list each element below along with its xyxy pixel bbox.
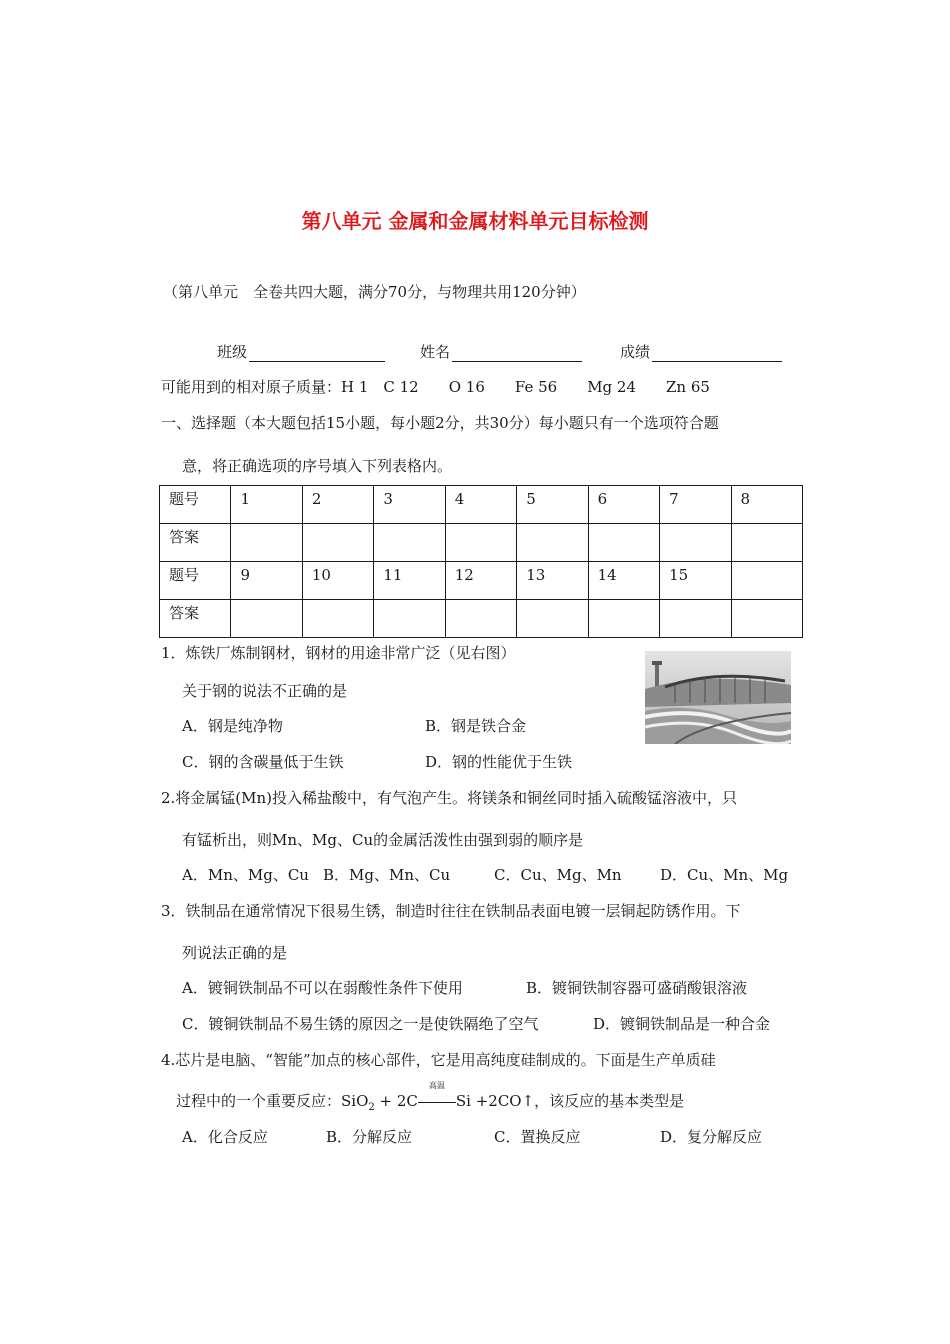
answer-cell[interactable] [731,524,803,562]
q1-stem-2: 关于钢的说法不正确的是 [182,682,348,700]
q2-stem-2: 有锰析出，则Mn、Mg、Cu的金属活泼性由强到弱的顺序是 [182,831,584,849]
table-cell: 题号 [160,486,231,524]
section1-heading: 一、选择题（本大题包括15小题，每小题2分，共30分）每小题只有一个选项符合题 [161,414,719,432]
steel-structure-photo [645,651,791,744]
q2-option-a: A．Mn、Mg、Cu [182,866,309,884]
q2-option-c: C．Cu、Mg、Mn [494,866,622,884]
table-row [160,600,803,638]
answer-cell[interactable] [231,600,302,638]
table-cell: 1 [231,486,302,524]
answer-cell[interactable] [517,600,588,638]
answer-cell[interactable] [731,600,803,638]
q3-option-a: A．镀铜铁制品不可以在弱酸性条件下使用 [182,979,463,997]
q4-option-b: B．分解反应 [326,1128,413,1146]
q4-equation-mid: + 2C [374,1092,418,1110]
q1-stem: 1．炼铁厂炼制钢材，钢材的用途非常广泛（见右图） [161,644,516,662]
answer-cell[interactable] [588,600,659,638]
table-cell: 13 [517,562,588,600]
table-cell: 5 [517,486,588,524]
answer-cell[interactable] [445,524,516,562]
q3-stem: 3．铁制品在通常情况下很易生锈，制造时往往在铁制品表面电镀一层铜起防锈作用。下 [161,902,741,920]
q4-option-c: C．置换反应 [494,1128,581,1146]
table-cell: 4 [445,486,516,524]
table-cell: 题号 [160,562,231,600]
class-blank[interactable] [249,345,385,362]
atomic-masses: 可能用到的相对原子质量：H 1 C 12 O 16 Fe 56 Mg 24 Zn 65 [161,378,710,396]
answer-cell[interactable] [302,600,373,638]
score-blank[interactable] [652,345,782,362]
q4-equation-pre: 过程中的一个重要反应：SiO [176,1092,369,1110]
answer-cell[interactable] [445,600,516,638]
answer-cell[interactable] [588,524,659,562]
name-blank[interactable] [452,345,582,362]
score-label: 成绩 [620,343,651,361]
q1-option-d: D．钢的性能优于生铁 [425,753,573,771]
table-cell: 7 [660,486,731,524]
table-cell: 2 [302,486,373,524]
q2-stem: 2.将金属锰(Mn)投入稀盐酸中，有气泡产生。将镁条和铜丝同时插入硫酸锰溶液中，只 [161,789,738,807]
q3-option-d: D．镀铜铁制品是一种合金 [593,1015,771,1033]
table-cell: 15 [660,562,731,600]
answer-cell[interactable] [231,524,302,562]
q1-option-b: B．钢是铁合金 [425,717,527,735]
answer-cell[interactable] [660,524,731,562]
q4-stem-2 [176,1081,685,1113]
table-cell: 9 [231,562,302,600]
answer-cell[interactable] [374,524,445,562]
q1-option-a: A．钢是纯净物 [182,717,283,735]
q3-stem-2: 列说法正确的是 [182,944,288,962]
table-cell [731,562,803,600]
exam-subtitle: （第八单元 全卷共四大题，满分70分，与物理共用120分钟） [163,283,586,301]
table-cell: 11 [374,562,445,600]
answer-cell[interactable] [660,600,731,638]
q4-stem: 4.芯片是电脑、“智能”加点的核心部件，它是用高纯度硅制成的。下面是生产单质硅 [161,1051,716,1069]
reaction-arrow [418,1081,456,1110]
q1-option-c: C．钢的含碳量低于生铁 [182,753,344,771]
page-title: 第八单元 金属和金属材料单元目标检测 [301,209,649,233]
name-label: 姓名 [420,343,451,361]
answer-cell[interactable] [302,524,373,562]
q4-equation-post: Si +2CO↑，该反应的基本类型是 [455,1092,685,1110]
q3-option-c: C．镀铜铁制品不易生锈的原因之一是使铁隔绝了空气 [182,1015,539,1033]
class-field [217,341,385,362]
q4-option-d: D．复分解反应 [660,1128,763,1146]
q4-subscript: 2 [368,1102,375,1113]
table-row [160,486,803,524]
table-row [160,524,803,562]
answer-cell[interactable] [517,524,588,562]
score-field [620,341,782,362]
table-cell: 10 [302,562,373,600]
table-cell: 3 [374,486,445,524]
table-cell: 8 [731,486,803,524]
q2-option-b: B．Mg、Mn、Cu [323,866,451,884]
q2-option-d: D．Cu、Mn、Mg [660,866,789,884]
name-field [420,341,582,362]
section1-heading-cont: 意，将正确选项的序号填入下列表格内。 [182,457,453,475]
table-cell: 答案 [160,524,231,562]
steel-structure-illustration [645,651,791,744]
answer-cell[interactable] [374,600,445,638]
q4-option-a: A．化合反应 [182,1128,268,1146]
table-cell: 答案 [160,600,231,638]
table-row [160,562,803,600]
table-cell: 14 [588,562,659,600]
answer-table [159,485,803,638]
table-cell: 12 [445,562,516,600]
table-cell: 6 [588,486,659,524]
reaction-condition: 高温 [428,1081,445,1090]
q3-option-b: B．镀铜铁制容器可盛硝酸银溶液 [526,979,748,997]
class-label: 班级 [217,343,248,361]
